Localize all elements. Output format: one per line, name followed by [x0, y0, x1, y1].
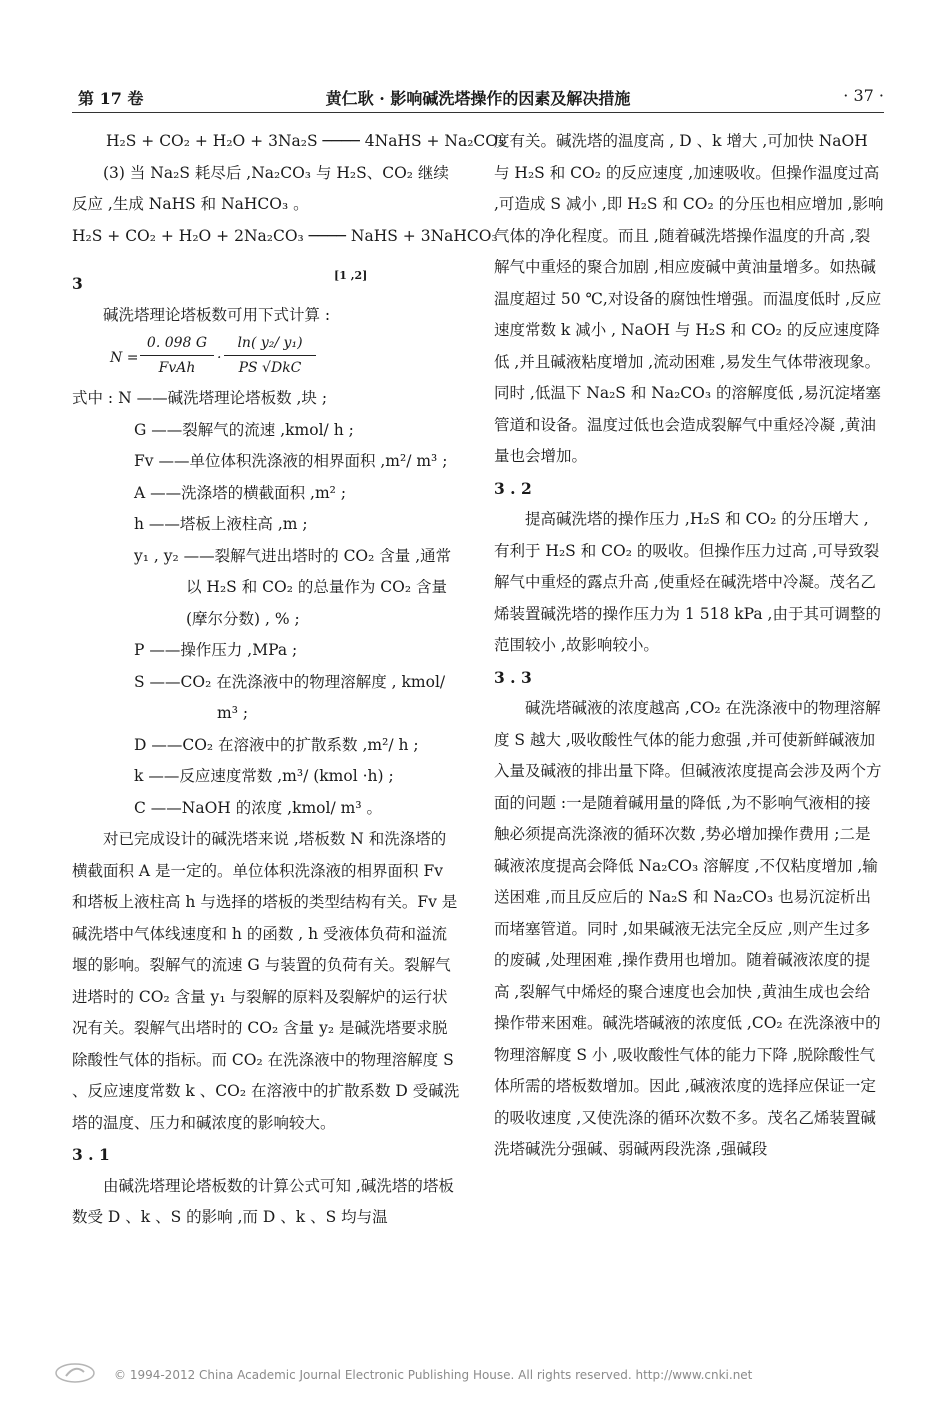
definition-line: k ——反应速度常数 ,m³/ (kmol ·h) ; — [134, 767, 394, 785]
left-column — [72, 126, 505, 1234]
cnki-logo-icon — [54, 1362, 96, 1384]
equation-1: H₂S + CO₂ + H₂O + 3Na₂S ──── 4NaHS + Na₂CO₃ — [106, 132, 505, 150]
definition-line: (摩尔分数) , % ; — [186, 609, 300, 628]
formula-num-2: ln( y₂/ y₁) — [237, 335, 303, 351]
formula-fraction-2 — [224, 331, 316, 380]
section-3-number: 3 — [72, 274, 83, 293]
plate-number-formula — [72, 331, 460, 383]
paragraph-3-1-start: 由碱洗塔理论塔板数的计算公式可知 ,碱洗塔的塔板数受 D 、k 、S 的影响 ,而 D 、k 、S 均与温 — [72, 1176, 454, 1226]
right-column — [494, 126, 884, 1166]
formula-den-2: PS √DkC — [224, 355, 316, 380]
equation-2: H₂S + CO₂ + H₂O + 2Na₂CO₃ ──── NaHS + 3NaHCO₃ — [72, 226, 498, 245]
header-rule — [72, 112, 884, 113]
section-3-3-heading: 3 . 3 — [494, 667, 532, 687]
formula-fraction-1 — [140, 331, 214, 380]
definition-line: C ——NaOH 的浓度 ,kmol/ m³ 。 — [134, 798, 382, 817]
definition-line: h ——塔板上液柱高 ,m ; — [134, 515, 308, 533]
paragraph-temperature: 度有关。碱洗塔的温度高 , D 、k 增大 ,可加快 NaOH 与 H₂S 和 CO₂ 的反应速度 ,加速吸收。但操作温度过高 ,可造成 S 减小 ,即 H₂S 和 CO₂ 的分压也相应增加 ,影响气体的净化程度。而且 ,随着碱洗塔操作温度的升高 ,裂解气中重烃的聚合加剧 ,相应废碱中黄油量增多。如热碱温度超过 50 ℃,对设备的腐蚀性增强。而温度低时 ,反应速度常数 k 减小 , NaOH 与 H₂S 和 CO₂ 的反应速度降低 ,并且碱液粘度增加 ,流动困难 ,易发生气体带液现象。同时 ,低温下 Na₂S 和 Na₂CO₃ 的溶解度低 ,易沉淀堵塞管道和设备。温度过低也会造成裂解气中重烃冷凝 ,黄油量也会增加。 — [494, 132, 884, 465]
definition-line: P ——操作压力 ,MPa ; — [134, 641, 298, 659]
paragraph-concentration: 碱洗塔碱液的浓度越高 ,CO₂ 在洗涤液中的物理溶解度 S 越大 ,吸收酸性气体的能力愈强 ,并可使新鲜碱液加入量及碱液的排出量下降。但碱液浓度提高会涉及两个方面的问题 :一是随着碱用量的降低 ,为不影响气液相的接触必须提高洗涤液的循环次数 ,势必增加操作费用 ;二是碱液浓度提高会降低 Na₂CO₃ 溶解度 ,不仅粘度增加 ,输送困难 ,而且反应后的 Na₂S 和 Na₂CO₃ 也易沉淀析出而堵塞管道。同时 ,如果碱液无法完全反应 ,则产生过多的废碱 ,处理困难 ,操作费用也增加。随着碱液浓度的提高 ,裂解气中烯烃的聚合速度也会加快 ,黄油生成也会给操作带来困难。碱洗塔碱液的浓度低 ,CO₂ 在洗涤液中的物理溶解度 S 小 ,吸收酸性气体的能力下降 ,脱除酸性气体所需的塔板数增加。因此 ,碱液浓度的选择应保证一定的吸收速度 ,又使洗涤的循环次数不多。茂名乙烯装置碱洗塔碱洗分强碱、弱碱两段洗涤 ,强碱段 — [494, 699, 882, 1158]
definition-line: 以 H₂S 和 CO₂ 的总量作为 CO₂ 含量 — [186, 578, 447, 596]
copyright-footer — [54, 1366, 910, 1386]
definition-line: 式中 : N ——碱洗塔理论塔板数 ,块 ; — [72, 389, 328, 407]
definition-line: D ——CO₂ 在溶液中的扩散系数 ,m²/ h ; — [134, 735, 419, 754]
page-number: · 37 · — [843, 86, 884, 105]
copyright-text: © 1994-2012 China Academic Journal Electronic Publishing House. All rights reserved. http://www.cnki.net — [114, 1368, 753, 1382]
paragraph-design-factors: 对已完成设计的碱洗塔来说 ,塔板数 N 和洗涤塔的横截面积 A 是一定的。单位体积洗涤液的相界面积 Fv 和塔板上液柱高 h 与选择的塔板的类型结构有关。Fv 是碱洗塔中气体线速度和 h 的函数 , h 受液体负荷和溢流堰的影响。裂解气的流速 G 与装置的负荷有关。裂解气进塔时的 CO₂ 含量 y₁ 与裂解的原料及裂解炉的运行状况有关。裂解气出塔时的 CO₂ 含量 y₂ 是碱洗塔要求脱除酸性气体的指标。而 CO₂ 在洗涤液中的物理溶解度 S 、反应速度常数 k 、CO₂ 在溶液中的扩散系数 D 受碱洗塔的温度、压力和碱浓度的影响较大。 — [72, 830, 460, 1132]
calc-intro: 碱洗塔理论塔板数可用下式计算 : — [103, 305, 331, 324]
section-3-reference: [1 ,2] — [334, 269, 368, 282]
running-header — [72, 86, 884, 112]
symbol-definitions — [72, 383, 460, 824]
paragraph-step-3: (3) 当 Na₂S 耗尽后 ,Na₂CO₃ 与 H₂S、CO₂ 继续反应 ,生成 NaHS 和 NaHCO₃ 。 — [72, 163, 449, 213]
definition-line: A ——洗涤塔的横截面积 ,m² ; — [134, 483, 347, 502]
definition-line: y₁ , y₂ ——裂解气进出塔时的 CO₂ 含量 ,通常 — [134, 546, 452, 565]
definition-line: S ——CO₂ 在洗涤液中的物理溶解度 , kmol/ — [134, 672, 446, 691]
definition-line: Fv ——单位体积洗涤液的相界面积 ,m²/ m³ ; — [134, 452, 448, 470]
formula-num-1: 0. 098 G — [146, 335, 208, 351]
formula-dot: · — [217, 350, 222, 366]
paragraph-pressure: 提高碱洗塔的操作压力 ,H₂S 和 CO₂ 的分压增大 ,有利于 H₂S 和 CO₂ 的吸收。但操作压力过高 ,可导致裂解气中重烃的露点升高 ,使重烃在碱洗塔中冷凝。茂名乙烯装置碱洗塔的操作压力为 1 518 kPa ,由于其可调整的范围较小 ,故影响较小。 — [494, 510, 881, 654]
formula-den-1: FvAh — [140, 355, 214, 380]
formula-lhs: N = — [110, 350, 139, 366]
article-title: 黄仁耿 · 影响碱洗塔操作的因素及解决措施 — [325, 89, 631, 108]
definition-line: m³ ; — [217, 704, 249, 722]
section-3-heading — [72, 268, 460, 300]
journal-volume: 第 17 卷 — [78, 89, 144, 108]
section-3-2-heading: 3 . 2 — [494, 478, 532, 498]
definition-line: G ——裂解气的流速 ,kmol/ h ; — [134, 420, 354, 439]
section-3-1-heading: 3 . 1 — [72, 1145, 110, 1164]
